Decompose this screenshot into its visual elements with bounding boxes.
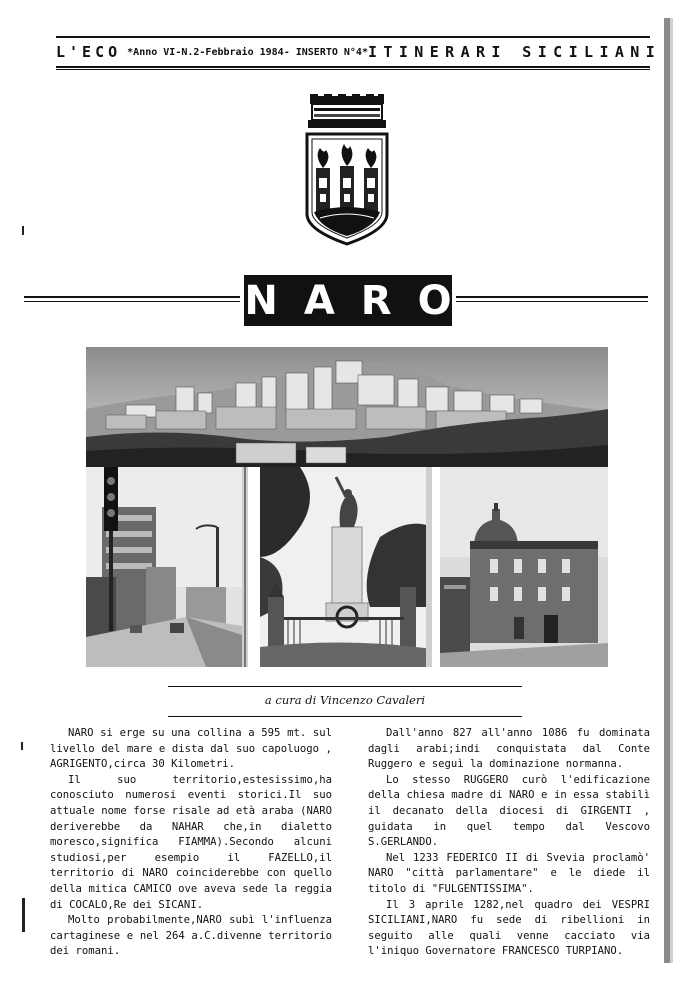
paragraph: Nel 1233 FEDERICO II di Svevia proclamò' NARO "città parlamentare" e le diede il titolo di "FULGENTISSIMA". bbox=[368, 851, 650, 895]
text-column-left bbox=[50, 726, 332, 960]
title-rule-left-thin bbox=[24, 301, 240, 302]
byline-top-rule bbox=[168, 686, 522, 687]
paragraph: Lo stesso RUGGERO curò l'edificazione della chiesa madre di NARO e in essa stabilì il decanato della diocesi di GIRGENTI , guidata in quel tempo dal Vescovo S.GERLANDO. bbox=[368, 773, 650, 849]
scan-mark bbox=[22, 898, 25, 932]
panorama-photo bbox=[86, 347, 608, 467]
monument-photo bbox=[260, 467, 432, 667]
paragraph: Il 3 aprile 1282,nel quadro dei VESPRI SICILIANI,NARO fu sede di ribellioni in seguito alle quali venne cacciato via l'iniquo Governatore FRANCESCO TURPIANO. bbox=[368, 898, 650, 958]
header-top-rule bbox=[56, 36, 650, 38]
paragraph: NARO si erge su una collina a 595 mt. sul livello del mare e dista dal suo capoluogo , AGRIGENTO,circa 30 Kilometri. bbox=[50, 727, 332, 771]
street-photo bbox=[86, 467, 248, 667]
title-rule-right-thin bbox=[456, 301, 648, 302]
masthead-series: ITINERARI SICILIANI bbox=[367, 43, 662, 61]
text-column-right bbox=[368, 726, 650, 960]
naro-coat-of-arms-icon bbox=[304, 94, 390, 246]
header-bottom-rule bbox=[56, 66, 650, 68]
page-title: NARO bbox=[244, 277, 478, 324]
paragraph: Il suo territorio,estesissimo,ha conosciuto numerosi eventi storici.Il suo attuale nome forse risale ad età araba (NARO deriverebbe da NAHAR che,in dialetto moresco,significa FIAMMA).Secondo alcuni studiosi,per esempio il FAZELLO,il territorio di NARO coinciderebbe con quello della mitica CAMICO ove aveva sede la reggia di COCALO,Re dei SICANI. bbox=[50, 773, 332, 911]
scan-mark bbox=[21, 742, 23, 750]
masthead-paper-name: L'ECO bbox=[56, 43, 122, 61]
scan-mark bbox=[22, 226, 24, 235]
paragraph: Molto probabilmente,NARO subì l'influenza cartaginese e nel 264 a.C.divenne territorio dei romani. bbox=[50, 914, 332, 958]
church-photo bbox=[440, 467, 608, 667]
paragraph: Dall'anno 827 all'anno 1086 fu dominata dagli arabi;indi conquistata dal Conte Ruggero e seguì la dominazione normanna. bbox=[368, 727, 650, 771]
title-rule-right bbox=[456, 296, 648, 298]
masthead-issue: *Anno VI-N.2-Febbraio 1984- INSERTO N°4* bbox=[127, 46, 368, 58]
byline: a cura di Vincenzo Cavaleri bbox=[264, 693, 426, 707]
title-banner bbox=[244, 275, 478, 326]
masthead bbox=[56, 42, 662, 62]
title-rule-left bbox=[24, 296, 240, 298]
scan-edge-band-inner bbox=[670, 18, 673, 963]
header-bottom-rule-thin bbox=[56, 69, 650, 70]
byline-bottom-rule bbox=[168, 716, 522, 717]
